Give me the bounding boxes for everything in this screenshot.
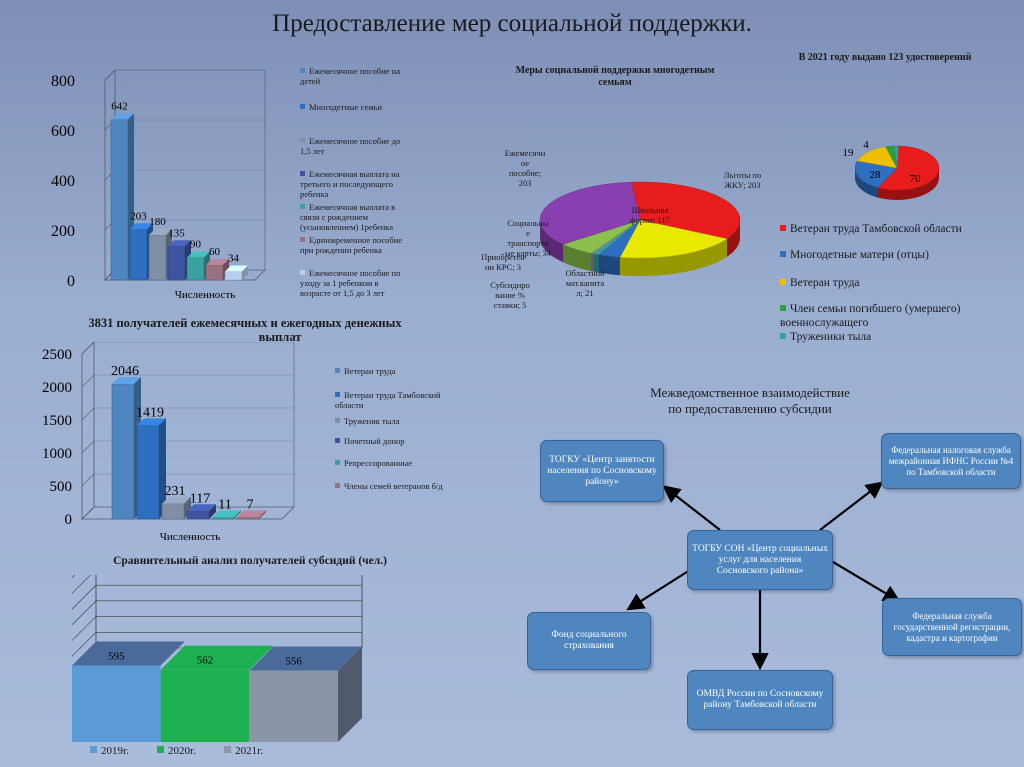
pie-label-line: ЖКУ; 203 <box>724 180 761 190</box>
legend-label: Многодетные матери (отцы) <box>790 249 929 261</box>
legend-label: Почетный донор <box>344 436 405 446</box>
diagram-title-line2: по предоставлению субсидии <box>668 401 832 416</box>
legend-label: 2020г. <box>168 745 197 757</box>
pie-label-line: Социальны <box>507 218 549 228</box>
pie-value-label: 70 <box>909 173 921 185</box>
data-label: 135 <box>168 227 185 240</box>
chart-subsidies-title: Сравнительный анализ получателей субсидий (чел.) <box>113 555 387 567</box>
data-label: 595 <box>108 650 125 663</box>
pie-label-line: мат.капита <box>565 278 605 288</box>
data-label: 1419 <box>136 405 164 421</box>
pie-label-line: пособие; <box>508 168 542 178</box>
legend-label: Единовременное пособие при рождении ребенка <box>300 235 403 255</box>
legend-label: Ветеран труда <box>344 366 396 376</box>
y-tick-label: 200 <box>51 223 75 240</box>
y-tick-label: 2000 <box>42 380 72 396</box>
diagram-title-line1: Межведомственное взаимодействие <box>650 385 850 400</box>
chart-payments-title-line1: 3831 получателей ежемесячных и ежегодных денежных <box>88 316 402 330</box>
y-tick-label: 800 <box>51 73 75 90</box>
node-police: ОМВД России по Сосновскому району Тамбовской области <box>687 670 833 730</box>
y-tick-label: 1500 <box>42 413 72 429</box>
legend-label: Ветеран труда Тамбовской области <box>790 223 962 235</box>
pie-label-line: Приобретен <box>481 252 525 262</box>
pie-label-line: Школьная <box>631 205 669 215</box>
y-tick-label: 500 <box>49 479 72 495</box>
arrow-to-social-fund <box>630 570 690 608</box>
data-label: 642 <box>111 100 128 113</box>
node-employment: ТОГКУ «Центр занятости населения по Сосновскому району» <box>540 440 664 502</box>
legend-label: Ежемесячное пособие до 1,5 лет <box>300 136 401 156</box>
legend-label: Труженик тыла <box>344 416 400 426</box>
node-tax: Федеральная налоговая служба межрайонная ИФНС России №4 по Тамбовской области <box>881 433 1021 489</box>
legend-label: 2021г. <box>235 745 264 757</box>
data-label: 180 <box>149 216 166 228</box>
legend-label: Ежемесячное пособие на детей <box>300 66 400 86</box>
pie-label-line: Ежемесячн <box>504 148 546 158</box>
data-label: 556 <box>285 655 302 668</box>
arrow-to-tax <box>820 484 880 530</box>
data-label: 90 <box>190 238 201 251</box>
pie-label-line: Льготы по <box>723 170 762 180</box>
data-label: 2046 <box>111 363 139 379</box>
legend-label: Многодетные семьи <box>309 102 383 112</box>
data-label: 7 <box>246 497 254 513</box>
pie-label-line: 203 <box>518 178 532 188</box>
x-category-label: Численность <box>174 289 236 301</box>
y-tick-label: 600 <box>51 123 75 140</box>
slide-title: Предоставление мер социальной поддержки. <box>272 10 752 37</box>
pie-value-label: 19 <box>842 147 854 159</box>
pie-label-line: форма; 117 <box>630 215 670 225</box>
pie-label-line: ое <box>520 158 530 168</box>
y-tick-label: 0 <box>67 273 75 290</box>
node-center: ТОГБУ СОН «Центр социальных услуг для населения Сосновского района» <box>687 530 833 590</box>
y-tick-label: 0 <box>64 512 72 528</box>
legend-label: Член семьи погибшего (умершего) военнослужащего <box>780 303 961 329</box>
legend-label: 2019г. <box>101 745 130 757</box>
pie-label-line: Субсидиро <box>490 280 530 290</box>
pie-families-title-line1: Меры социальной поддержки многодетным <box>515 65 715 76</box>
pie-label-line: ставки; 5 <box>493 300 527 310</box>
pie-label-line: ые карты; 34 <box>505 248 551 258</box>
pie-label-line: ни КРС; 3 <box>484 262 522 272</box>
pie-label-line: вание % <box>495 290 525 300</box>
legend-label: Члены семей ветеранов б/д <box>344 481 443 491</box>
y-tick-label: 1000 <box>42 446 72 462</box>
y-tick-label: 400 <box>51 173 75 190</box>
pie-label-line: Областной <box>565 268 605 278</box>
data-label: 34 <box>228 252 239 265</box>
legend-label: Ветеран труда <box>790 277 860 289</box>
legend-label: Труженики тыла <box>790 331 872 343</box>
chart-payments-title-line2: выплат <box>258 330 302 344</box>
arrow-to-registry <box>833 562 897 600</box>
node-social-fund: Фонд социального страхования <box>527 612 651 670</box>
pie-label-line: транспортн <box>507 238 549 248</box>
y-tick-label: 2500 <box>42 347 72 363</box>
node-registry: Федеральная служба государственной регистрации, кадастра и картографии <box>882 598 1022 656</box>
data-label: 60 <box>209 246 220 258</box>
legend-label: Ветеран труда Тамбовской области <box>335 390 441 410</box>
x-category-label: Численность <box>159 531 221 543</box>
pie-certificates-title: В 2021 году выдано 123 удостоверений <box>798 52 972 63</box>
data-label: 562 <box>196 654 214 667</box>
pie-label-line: е <box>526 228 530 238</box>
legend-label: Репрессированные <box>344 458 413 468</box>
pie-families-title-line2: семьям <box>598 77 632 88</box>
legend-label: Ежемесячное пособие по уходу за 1 ребенком в возрасте от 1,5 до 3 лет <box>300 268 401 298</box>
data-label: 203 <box>130 210 147 223</box>
pie-value-label: 28 <box>869 169 881 181</box>
arrow-to-employment <box>666 488 720 530</box>
legend-label: Ежемесячная выплата в связи с рождением (усыновлением) 1ребенка <box>300 202 396 232</box>
pie-label-line: л; 21 <box>576 288 594 298</box>
legend-label: Ежемесячная выплата на третьего и последующего ребенка <box>300 169 400 199</box>
data-label: 231 <box>164 483 186 499</box>
pie-value-label: 4 <box>863 139 869 151</box>
data-label: 11 <box>218 497 232 513</box>
data-label: 117 <box>189 491 211 507</box>
